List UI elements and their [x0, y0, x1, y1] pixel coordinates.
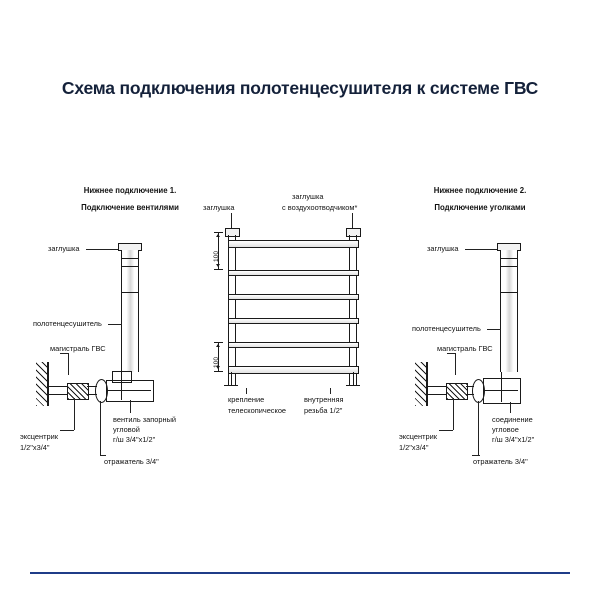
right-towelrail-leader: [487, 329, 501, 330]
left-pipe-joint-3: [121, 292, 138, 293]
center-rail-right-inner: [349, 235, 350, 385]
right-union-leader-v: [510, 402, 511, 413]
right-reflector-stub-bottom: [466, 394, 474, 395]
left-eccentric-leader-h: [60, 430, 74, 431]
center-rung-bottom: [228, 366, 359, 374]
left-heading-1: Нижнее подключение 1.: [83, 186, 177, 195]
left-mainline-leader: [60, 353, 68, 354]
left-valve-center: [107, 390, 151, 391]
right-stub-top: [428, 386, 446, 387]
left-riser-pipe: [121, 250, 139, 372]
right-riser-pipe: [500, 250, 518, 372]
page-title: Схема подключения полотенцесушителя к системе ГВС: [61, 78, 539, 98]
right-eccentric-leader-v: [453, 398, 454, 430]
left-mainline-leader-v: [68, 353, 69, 375]
center-thread-leader: [330, 388, 331, 394]
left-valve-body: [106, 380, 154, 402]
center-rung-3: [228, 318, 359, 324]
left-wall-hatch: [36, 362, 47, 406]
center-dim-bottom-tick-b: [214, 371, 223, 372]
left-valve-label-1: вентиль запорный: [113, 415, 177, 424]
center-rung-1: [228, 270, 359, 276]
center-thread-label-1: внутренняя: [304, 395, 344, 404]
center-dim-top-tick-b: [214, 269, 223, 270]
right-pipe-joint-2: [500, 266, 517, 267]
center-plug-left-label: заглушка: [203, 203, 235, 212]
left-pipe-joint-1: [121, 258, 138, 259]
center-rung-4: [228, 342, 359, 348]
left-reflector-leader-v: [100, 401, 101, 455]
center-dim-top-text: 100: [213, 250, 220, 262]
left-eccentric-label-2: 1/2"x3/4": [20, 443, 50, 452]
center-rail-right-outer: [356, 235, 357, 385]
left-stub-bottom: [49, 394, 67, 395]
right-reflector-label: отражатель 3/4": [473, 457, 528, 466]
center-rung-2: [228, 294, 359, 300]
right-stub-bottom: [428, 394, 446, 395]
right-union-body: [483, 378, 521, 404]
center-plug-left-leader: [231, 213, 232, 228]
center-dim-bottom-arrow-up: [216, 344, 220, 347]
left-heading-2: Подключение вентилями: [81, 203, 179, 212]
right-wall: [426, 362, 428, 406]
right-heading-1: Нижнее подключение 2.: [433, 186, 527, 195]
center-plug-right-label-1: заглушка: [292, 192, 324, 201]
center-dim-bottom-tick-a: [214, 342, 223, 343]
left-plug-label: заглушка: [48, 244, 80, 253]
right-eccentric-body: [446, 383, 468, 400]
left-valve-label-3: г/ш 3/4"x1/2": [113, 435, 156, 444]
right-plug-label: заглушка: [427, 244, 459, 253]
left-reflector-label: отражатель 3/4": [104, 457, 159, 466]
right-eccentric-leader-h: [439, 430, 453, 431]
left-eccentric-leader-v: [74, 398, 75, 430]
center-foot-left: [224, 385, 238, 386]
right-mainline-leader-v: [455, 353, 456, 375]
right-union-label-2: угловое: [492, 425, 519, 434]
left-valve-label-2: угловой: [113, 425, 140, 434]
right-mainline-leader: [447, 353, 455, 354]
left-towelrail-label: полотенцесушитель: [33, 319, 102, 328]
center-dim-top-arrow-dn: [216, 264, 220, 267]
center-leg-right: [353, 372, 354, 386]
center-rail-left-outer: [228, 235, 229, 385]
right-towelrail-label: полотенцесушитель: [412, 324, 481, 333]
left-eccentric-body: [67, 383, 89, 400]
right-union-stem: [501, 372, 502, 402]
right-plug-leader: [465, 249, 497, 250]
right-pipe-joint-1: [500, 258, 517, 259]
center-rung-top: [228, 240, 359, 248]
right-heading-2: Подключение уголками: [434, 203, 526, 212]
center-plug-right-leader: [352, 213, 353, 228]
center-dim-top-arrow-up: [216, 234, 220, 237]
left-mainline-label: магистраль ГВС: [50, 344, 106, 353]
right-reflector-leader-h: [472, 455, 480, 456]
center-mount-label-2: телескопическое: [228, 406, 287, 415]
center-rail-left-inner: [235, 235, 236, 385]
left-valve-stem: [121, 372, 122, 400]
center-foot-right: [346, 385, 360, 386]
left-wall: [47, 362, 49, 406]
left-towelrail-leader: [108, 324, 122, 325]
right-union-label-1: соединение: [492, 415, 533, 424]
center-dim-top-tick-a: [214, 232, 223, 233]
right-wall-hatch: [415, 362, 426, 406]
left-reflector-stub-bottom: [87, 394, 97, 395]
left-valve-handle: [112, 371, 132, 383]
center-dim-bottom-text: 100: [213, 356, 220, 368]
center-mount-leader: [246, 388, 247, 394]
right-union-center: [484, 390, 518, 391]
center-plug-right-label-2: с воздухоотводчиком*: [282, 203, 358, 212]
left-stub-top: [49, 386, 67, 387]
right-union-label-3: г/ш 3/4"x1/2": [492, 435, 535, 444]
center-thread-label-2: резьба 1/2": [304, 406, 343, 415]
right-eccentric-label-1: эксцентрик: [399, 432, 437, 441]
bottom-rule: [30, 572, 570, 574]
right-mainline-label: магистраль ГВС: [437, 344, 493, 353]
left-eccentric-label-1: эксцентрик: [20, 432, 58, 441]
center-leg-left: [231, 372, 232, 386]
right-reflector-leader-v: [478, 401, 479, 455]
left-valve-leader-v: [130, 400, 131, 413]
right-eccentric-label-2: 1/2"x3/4": [399, 443, 429, 452]
center-mount-label-1: крепление: [228, 395, 265, 404]
right-reflector-stub-top: [466, 386, 474, 387]
right-pipe-joint-3: [500, 292, 517, 293]
left-plug-leader: [86, 249, 118, 250]
left-pipe-joint-2: [121, 266, 138, 267]
left-reflector-leader-h: [100, 455, 106, 456]
left-reflector-stub-top: [87, 386, 97, 387]
